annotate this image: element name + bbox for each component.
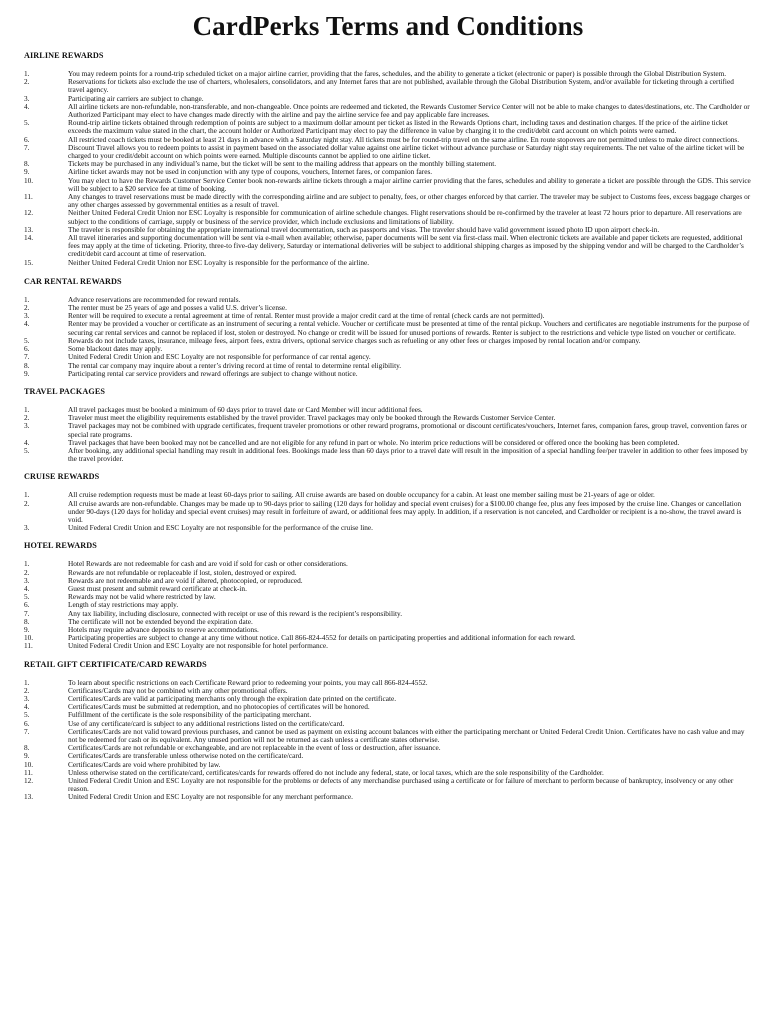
item-number: 1. — [24, 559, 30, 569]
item-number: 10. — [24, 175, 34, 185]
item-text: Any tax liability, including disclosure, connected with receipt or use of this reward is the recipient’s responsibility. — [68, 608, 403, 618]
item-text: Reservations for tickets also exclude the use of charters, wholesalers, consolidators, and any Internet fares that are not published, available through the Global Distribution System, and/or available for ticketing through a certified travel agency. — [68, 77, 734, 95]
item-text: Travel packages may not be combined with upgrade certificates, frequent traveler promotions or other reward programs, promotional or discount certificates/vouchers, Internet fares, companion fares, group travel, convention fares or special rate programs. — [68, 421, 747, 439]
section-car-rental-rewards — [24, 277, 752, 378]
item-text: Traveler must meet the eligibility requirements established by the travel provider. Travel packages may only be booked through the Rewards Customer Service Center. — [68, 413, 556, 423]
item-text: Rewards may not be valid where restricted by law. — [68, 592, 216, 602]
item-number: 2. — [24, 685, 30, 695]
terms-list — [24, 679, 752, 802]
item-number: 2. — [24, 413, 30, 423]
item-text: Any changes to travel reservations must be made directly with the corresponding airline and are subject to penalty, fees, or other charges enforced by that carrier. The traveler may be subject to Customs fees, excess baggage charges or any other charges assessed by governmental entities as a result of travel. — [68, 192, 751, 210]
item-number: 2. — [24, 567, 30, 577]
item-number: 6. — [24, 718, 30, 728]
list-item — [24, 524, 752, 532]
item-number: 1. — [24, 404, 30, 414]
item-number: 9. — [24, 167, 30, 177]
item-text: Renter will be required to execute a rental agreement at time of rental. Renter must provide a major credit card at the time of rental (check cards are not permitted). — [68, 311, 545, 321]
item-number: 4. — [24, 702, 30, 712]
list-item — [24, 500, 752, 525]
item-text: After booking, any additional special handling may result in additional fees. Bookings made less than 60 days prior to a travel date will result in the imposition of a special handling fee/per traveler in addition to other fees imposed by the travel provider. — [68, 445, 748, 464]
item-number: 5. — [24, 335, 30, 345]
item-number: 1. — [24, 69, 30, 78]
item-number: 8. — [24, 159, 30, 169]
item-text: Tickets may be purchased in any individual’s name, but the ticket will be sent to the mailing address that appears on the monthly billing statement. — [68, 159, 497, 169]
item-number: 11. — [24, 767, 33, 777]
list-item — [24, 209, 752, 225]
item-number: 2. — [24, 498, 30, 508]
section-airline-rewards — [24, 51, 752, 267]
list-item — [24, 144, 752, 160]
item-number: 5. — [24, 118, 30, 128]
item-text: Fulfillment of the certificate is the sole responsibility of the participating merchant. — [68, 710, 312, 720]
item-text: Unless otherwise stated on the certificate/card, certificates/cards for rewards offered do not include any federal, state, or local taxes, which are the sole responsibility of the Cardholder. — [68, 767, 604, 777]
item-text: Travel packages that have been booked may not be cancelled and are not eligible for any refund in part or whole. No interim price reductions will be considered or offered once the booking has been completed. — [68, 437, 680, 447]
terms-list — [24, 296, 752, 378]
item-number: 4. — [24, 101, 30, 111]
item-text: Certificates/Cards are not valid toward previous purchases, and cannot be used as payment on existing account balances with either the participating merchant or United Federal Credit Union. Certificates have no cash value and may not be redeemed for cash or its equivalent. Any unused portion will not be returned as cash unless a certificate states otherwise. — [68, 726, 745, 744]
item-number: 1. — [24, 294, 30, 304]
section-heading: HOTEL REWARDS — [24, 541, 97, 551]
item-text: All travel itineraries and supporting documentation will be sent via e-mail when available; otherwise, paper documents will be sent via first-class mail. When electronic tickets are available and paper tickets are requested, additional fees may apply at the time of ticketing. Priority, three-to five-day delivery, Saturday or international deliveries will be subject to additional shipping charges as imposed by the shipping vendor and will be charged to the Cardholder’s credit/debit card account at time of reservation. — [68, 233, 744, 259]
item-number: 1. — [24, 677, 30, 687]
item-number: 4. — [24, 583, 30, 593]
item-number: 11. — [24, 641, 33, 651]
item-text: Airline ticket awards may not be used in conjunction with any type of coupons, vouchers, Internet fares, or companion fares. — [68, 167, 433, 177]
item-text: Discount Travel allows you to redeem points to assist in payment based on the associated dollar value against one airline ticket without advance purchase or Saturday night stay requirements. The net value of the airline ticket will be charged to your credit/debit account on which points were earned. Multiple discounts cannot be applied to one airline ticket. — [68, 142, 745, 161]
item-number: 10. — [24, 633, 34, 643]
item-text: The rental car company may inquire about a renter’s driving record at time of rental to determine rental eligibility. — [68, 360, 402, 370]
item-text: Certificates/Cards are void where prohibited by law. — [68, 759, 221, 769]
item-text: Hotels may require advance deposits to reserve accommodations. — [68, 624, 259, 634]
item-number: 7. — [24, 352, 30, 362]
list-item — [24, 320, 752, 336]
item-number: 6. — [24, 344, 30, 354]
item-number: 1. — [24, 490, 30, 500]
item-number: 7. — [24, 142, 30, 152]
section-heading: RETAIL GIFT CERTIFICATE/CARD REWARDS — [24, 659, 207, 669]
item-text: Rewards are not refundable or replaceable if lost, stolen, destroyed or expired. — [68, 567, 297, 577]
list-item — [24, 793, 752, 801]
section-heading: CRUISE REWARDS — [24, 472, 100, 482]
list-item — [24, 422, 752, 438]
item-text: United Federal Credit Union and ESC Loyalty are not responsible for performance of car rental agency. — [68, 352, 371, 362]
section-heading: AIRLINE REWARDS — [24, 51, 104, 60]
item-number: 3. — [24, 575, 30, 585]
list-item — [24, 642, 752, 650]
item-number: 4. — [24, 437, 30, 447]
item-number: 13. — [24, 792, 34, 802]
item-text: Rewards do not include taxes, insurance, mileage fees, airport fees, extra drivers, optional service charges such as refueling or any other fees or charges imposed by rental location and/or company. — [68, 335, 641, 345]
sections-container — [24, 51, 752, 802]
item-number: 7. — [24, 608, 30, 618]
item-text: The traveler is responsible for obtaining the appropriate international travel documentation, such as passports and visas. The traveler should have valid government issued photo ID upon airport check-in. — [68, 224, 660, 234]
item-number: 9. — [24, 751, 30, 761]
item-text: Hotel Rewards are not redeemable for cash and are void if sold for cash or other considerations. — [68, 559, 348, 569]
item-text: The certificate will not be extended beyond the expiration date. — [68, 616, 253, 626]
item-text: All travel packages must be booked a minimum of 60 days prior to travel date or Card Member will incur additional fees. — [68, 404, 423, 414]
list-item — [24, 370, 752, 378]
item-number: 3. — [24, 421, 30, 431]
item-number: 8. — [24, 360, 30, 370]
item-number: 3. — [24, 93, 30, 103]
item-number: 10. — [24, 759, 34, 769]
section-heading: TRAVEL PACKAGES — [24, 386, 106, 396]
list-item — [24, 78, 752, 94]
item-number: 4. — [24, 319, 30, 329]
item-number: 6. — [24, 600, 30, 610]
item-number: 5. — [24, 445, 30, 455]
item-text: Rewards are not redeemable and are void if altered, photocopied, or reproduced. — [68, 575, 303, 585]
item-number: 2. — [24, 77, 30, 87]
section-retail-gift-certificate-card-rewards — [24, 660, 752, 802]
item-text: All cruise redemption requests must be made at least 60-days prior to sailing. All cruise awards are based on double occupancy for a cabin. At least one member sailing must be 21-years of age or older. — [68, 490, 655, 500]
item-text: Renter may be provided a voucher or certificate as an instrument of securing a rental vehicle. Voucher or certificate must be presented at time of the rental pickup. Vouchers and certificates are negotiable instruments for the purpose of securing car rental services and cannot be replaced if lost, stolen or destroyed. No change or credit will be issued for unused portions of rewards. Renter is subject to the restrictions and vehicle type listed on voucher or certificate. — [68, 319, 750, 337]
item-text: You may elect to have the Rewards Customer Service Center book non-rewards airline tickets through a major airline carrier providing that the fares, schedules and ability to generate a ticket are possible through the GDS. This service will be subject to a $20 service fee at time of booking. — [68, 175, 751, 193]
list-item — [24, 103, 752, 119]
item-text: Certificates/Cards are not refundable or exchangeable, and are not replaceable in the event of loss or destruction, after issuance. — [68, 743, 441, 753]
list-item — [24, 447, 752, 463]
item-number: 6. — [24, 134, 30, 144]
item-text: United Federal Credit Union and ESC Loyalty are not responsible for hotel performance. — [68, 641, 328, 651]
page-title: CardPerks Terms and Conditions — [192, 11, 584, 41]
item-number: 7. — [24, 726, 30, 736]
item-text: Participating air carriers are subject to change. — [68, 93, 204, 103]
item-text: Neither United Federal Credit Union nor ESC Loyalty is responsible for the performance of the airline. — [68, 257, 370, 267]
item-number: 14. — [24, 233, 34, 243]
item-number: 13. — [24, 224, 34, 234]
item-number: 5. — [24, 710, 30, 720]
item-text: Certificates/Cards are transferable unless otherwise noted on the certificate/card. — [68, 751, 304, 761]
item-number: 15. — [24, 257, 34, 267]
item-number: 12. — [24, 208, 34, 218]
item-text: All restricted coach tickets must be booked at least 21 days in advance with a Saturday night stay. All tickets must be for round-trip travel on the same airline. En route stopovers are not permitted unless to make direct connections. — [68, 134, 740, 144]
section-cruise-rewards — [24, 472, 752, 532]
item-number: 8. — [24, 743, 30, 753]
item-text: Advance reservations are recommended for reward rentals. — [68, 294, 241, 304]
item-text: Guest must present and submit reward certificate at check-in. — [68, 583, 247, 593]
item-text: The renter must be 25 years of age and posses a valid U.S. driver’s license. — [68, 303, 287, 313]
item-text: Certificates/Cards must be submitted at redemption, and no photocopies of certificates will be honored. — [68, 702, 370, 712]
item-text: All cruise awards are non-refundable. Changes may be made up to 90-days prior to sailing (120 days for holiday and special event cruises) for a $100.00 change fee, plus any fees imposed by the cruise line. Changes or cancellation under 90-days (120 days for holiday and special event cruises) may result in forfeiture of award, or additional fees may apply. In addition, if a reservation is not canceled, and Cardholder or recipient is a no-show, the travel award is void. — [68, 498, 742, 524]
item-text: Use of any certificate/card is subject to any additional restrictions listed on the certificate/card. — [68, 718, 345, 728]
item-number: 3. — [24, 523, 30, 533]
list-item — [24, 234, 752, 259]
item-text: Length of stay restrictions may apply. — [68, 600, 179, 610]
terms-list — [24, 406, 752, 463]
item-text: United Federal Credit Union and ESC Loyalty are not responsible for the problems or defects of any merchandise purchased using a certificate or for failure of merchant to perform because of bankruptcy, insolvency or any other reason. — [68, 776, 734, 794]
list-item — [24, 193, 752, 209]
item-text: All airline tickets are non-refundable, non-transferable, and non-changeable. Once points are redeemed and ticketed, the Rewards Customer Service Center will not be able to make changes to dates/destinations, etc. The Cardholder or Authorized Participant may elect to have changes made directly with the airline and pay the airline service fee and pay applicable fare increases. — [68, 101, 750, 120]
item-text: United Federal Credit Union and ESC Loyalty are not responsible for the performance of the cruise line. — [68, 523, 373, 533]
terms-list — [24, 560, 752, 650]
terms-list — [24, 70, 752, 267]
item-number: 3. — [24, 693, 30, 703]
item-number: 9. — [24, 624, 30, 634]
list-item — [24, 259, 752, 267]
item-text: United Federal Credit Union and ESC Loyalty are not responsible for any merchant performance. — [68, 792, 353, 802]
section-heading: CAR RENTAL REWARDS — [24, 276, 122, 286]
item-number: 3. — [24, 311, 30, 321]
list-item — [24, 177, 752, 193]
item-number: 2. — [24, 303, 30, 313]
item-text: You may redeem points for a round-trip scheduled ticket on a major airline carrier, providing that the fares, schedules, and the ability to generate a ticket (electronic or paper) is possible through the Global Distribution System. — [68, 69, 727, 78]
item-text: Participating rental car service providers and reward offerings are subject to change without notice. — [68, 368, 358, 378]
item-text: To learn about specific restrictions on each Certificate Reward prior to redeeming your points, you may call 866-824-4552. — [68, 677, 428, 687]
item-text: Certificates/Cards are valid at participating merchants only through the expiration date printed on the certificate. — [68, 693, 397, 703]
section-travel-packages — [24, 387, 752, 463]
item-number: 9. — [24, 368, 30, 378]
item-number: 8. — [24, 616, 30, 626]
item-number: 12. — [24, 776, 34, 786]
item-number: 11. — [24, 192, 33, 202]
item-number: 5. — [24, 592, 30, 602]
item-text: Participating properties are subject to change at any time without notice. Call 866-824-4552 for details on participating properties and additional information for each reward. — [68, 633, 576, 643]
terms-list — [24, 491, 752, 532]
list-item — [24, 777, 752, 793]
item-text: Certificates/Cards may not be combined with any other promotional offers. — [68, 685, 288, 695]
item-text: Some blackout dates may apply. — [68, 344, 163, 354]
list-item — [24, 728, 752, 744]
item-text: Round-trip airline tickets obtained through redemption of points are subject to a maximum dollar amount per ticket as listed in the Rewards Options chart, including taxes and destination charges. If the price of the airline ticket exceeds the maximum value stated in the chart, the account holder or Authorized Participant may elect to pay the difference in value by charging it to the credit/debit card account on which points were earned. — [68, 118, 728, 136]
section-hotel-rewards — [24, 541, 752, 650]
list-item — [24, 119, 752, 135]
item-text: Neither United Federal Credit Union nor ESC Loyalty is responsible for communication of airline schedule changes. Flight reservations should be re-confirmed by the traveler at least 72 hours prior to departure. All reservations are subject to the conditions of carriage, supply or business of the service provider, which include exclusions and limitations of liability. — [68, 208, 742, 226]
